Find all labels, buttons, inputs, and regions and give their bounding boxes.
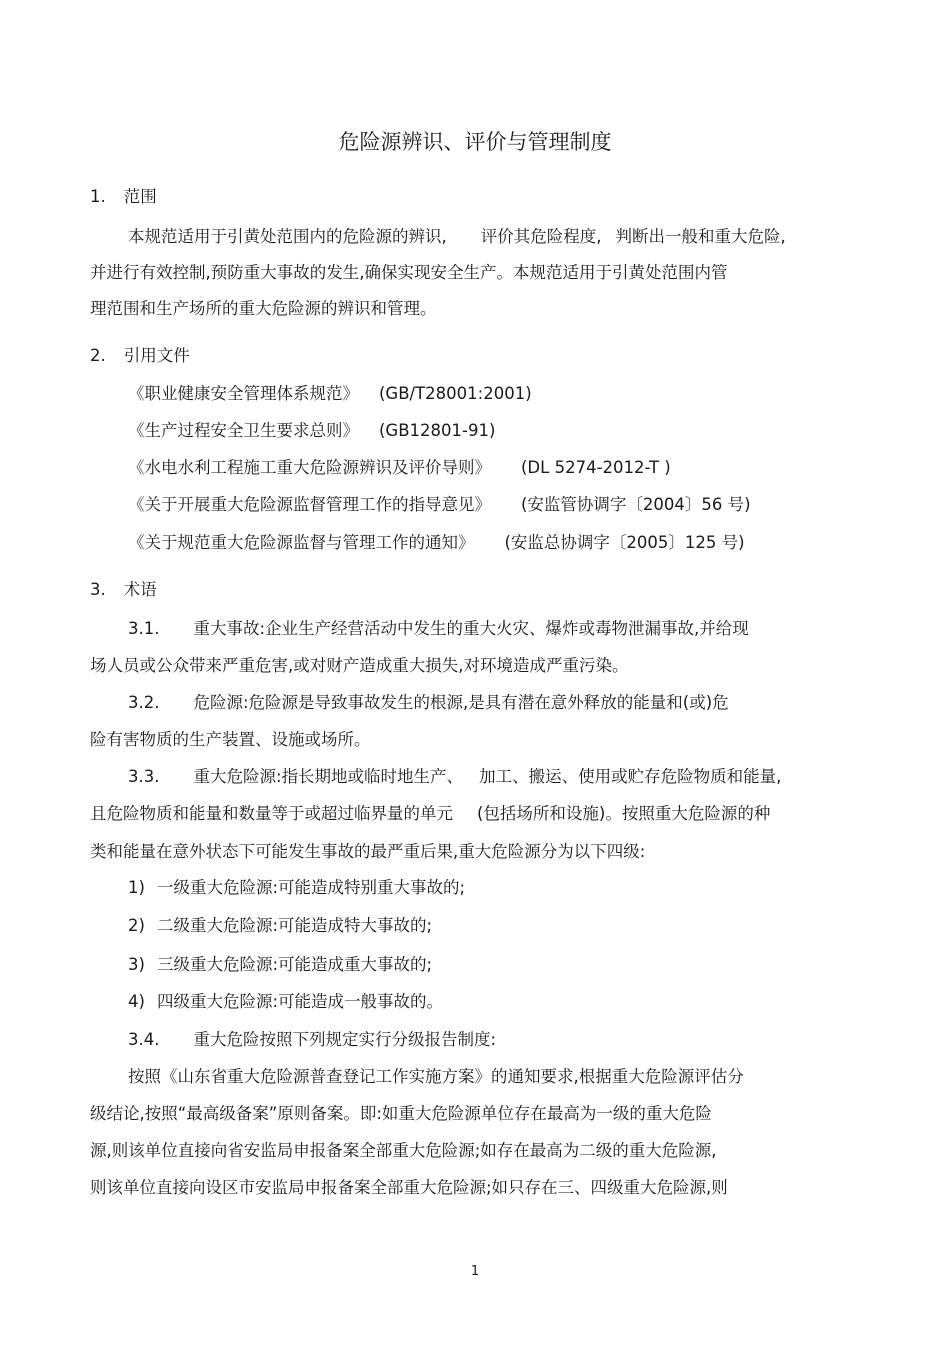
page-number: 1 xyxy=(470,1264,480,1279)
paragraph-line: 场人员或公众带来严重危害,或对财产造成重大损失,对环境造成严重污染。 xyxy=(90,656,629,675)
paragraph-line: 则该单位直接向设区市安监局申报备案全部重大危险源;如只存在三、四级重大危险源,则 xyxy=(90,1178,728,1197)
reference-item: 《职业健康安全管理体系规范》 (GB/T28001:2001) xyxy=(128,384,532,403)
term-3-2: 3.2. 危险源:危险源是导致事故发生的根源,是具有潜在意外释放的能量和(或)危 xyxy=(128,693,729,712)
section-number: 2. xyxy=(90,346,106,365)
section-number: 3. xyxy=(90,580,106,599)
section-title: 术语 xyxy=(123,580,157,599)
paragraph-line: 并进行有效控制,预防重大事故的发生,确保实现安全生产。本规范适用于引黄处范围内管 xyxy=(90,263,728,282)
section-heading-terms xyxy=(90,579,157,601)
term-number: 3.3. xyxy=(128,767,160,786)
paragraph-line: 源,则该单位直接向省安监局申报备案全部重大危险源;如存在最高为二级的重大危险源, xyxy=(90,1141,717,1160)
section-number: 1. xyxy=(90,187,106,206)
paragraph-line: 类和能量在意外状态下可能发生事故的最严重后果,重大危险源分为以下四级: xyxy=(90,842,646,861)
paragraph-line: 按照《山东省重大危险源普查登记工作实施方案》的通知要求,根据重大危险源评估分 xyxy=(128,1067,744,1086)
level-number: 3) xyxy=(128,955,145,974)
paragraph-line: 级结论,按照“最高级备案”原则备案。即:如重大危险源单位存在最高为一级的重大危险 xyxy=(90,1104,712,1123)
level-number: 2) xyxy=(128,916,145,935)
reference-item: 《生产过程安全卫生要求总则》 (GB12801-91) xyxy=(128,421,496,440)
reference-item: 《关于规范重大危险源监督与管理工作的通知》 (安监总协调字〔2005〕125 号) xyxy=(128,533,745,552)
level-item: 4) 四级重大危险源:可能造成一般事故的。 xyxy=(128,992,443,1011)
reference-item: 《水电水利工程施工重大危险源辨识及评价导则》 (DL 5274-2012-T ) xyxy=(128,458,671,477)
term-3-4: 3.4. 重大危险按照下列规定实行分级报告制度: xyxy=(128,1030,497,1049)
level-item: 1) 一级重大危险源:可能造成特别重大事故的; xyxy=(128,878,466,897)
level-item: 3) 三级重大危险源:可能造成重大事故的; xyxy=(128,955,433,974)
term-number: 3.1. xyxy=(128,619,160,638)
paragraph-line: 且危险物质和能量和数量等于或超过临界量的单元 (包括场所和设施)。按照重大危险源的种 xyxy=(90,804,771,823)
section-title: 范围 xyxy=(123,187,157,206)
paragraph-line: 本规范适用于引黄处范围内的危险源的辨识, 评价其危险程度, 判断出一般和重大危险, xyxy=(128,227,786,246)
section-heading-scope xyxy=(90,186,157,208)
term-number: 3.2. xyxy=(128,693,160,712)
level-number: 1) xyxy=(128,878,145,897)
document-title: 危险源辨识、评价与管理制度 xyxy=(338,130,612,154)
term-3-3: 3.3. 重大危险源:指长期地或临时地生产、 加工、搬运、使用或贮存危险物质和能量, xyxy=(128,767,782,786)
section-title: 引用文件 xyxy=(123,346,190,365)
section-heading-references xyxy=(90,345,190,367)
term-3-1: 3.1. 重大事故:企业生产经营活动中发生的重大火灾、爆炸或毒物泄漏事故,并给现 xyxy=(128,619,749,638)
reference-item: 《关于开展重大危险源监督管理工作的指导意见》 (安监管协调字〔2004〕56 号) xyxy=(128,495,751,514)
level-number: 4) xyxy=(128,992,145,1011)
paragraph-line: 险有害物质的生产装置、设施或场所。 xyxy=(90,730,371,749)
paragraph-line: 理范围和生产场所的重大危险源的辨识和管理。 xyxy=(90,299,437,318)
term-number: 3.4. xyxy=(128,1030,160,1049)
level-item: 2) 二级重大危险源:可能造成特大事故的; xyxy=(128,916,433,935)
